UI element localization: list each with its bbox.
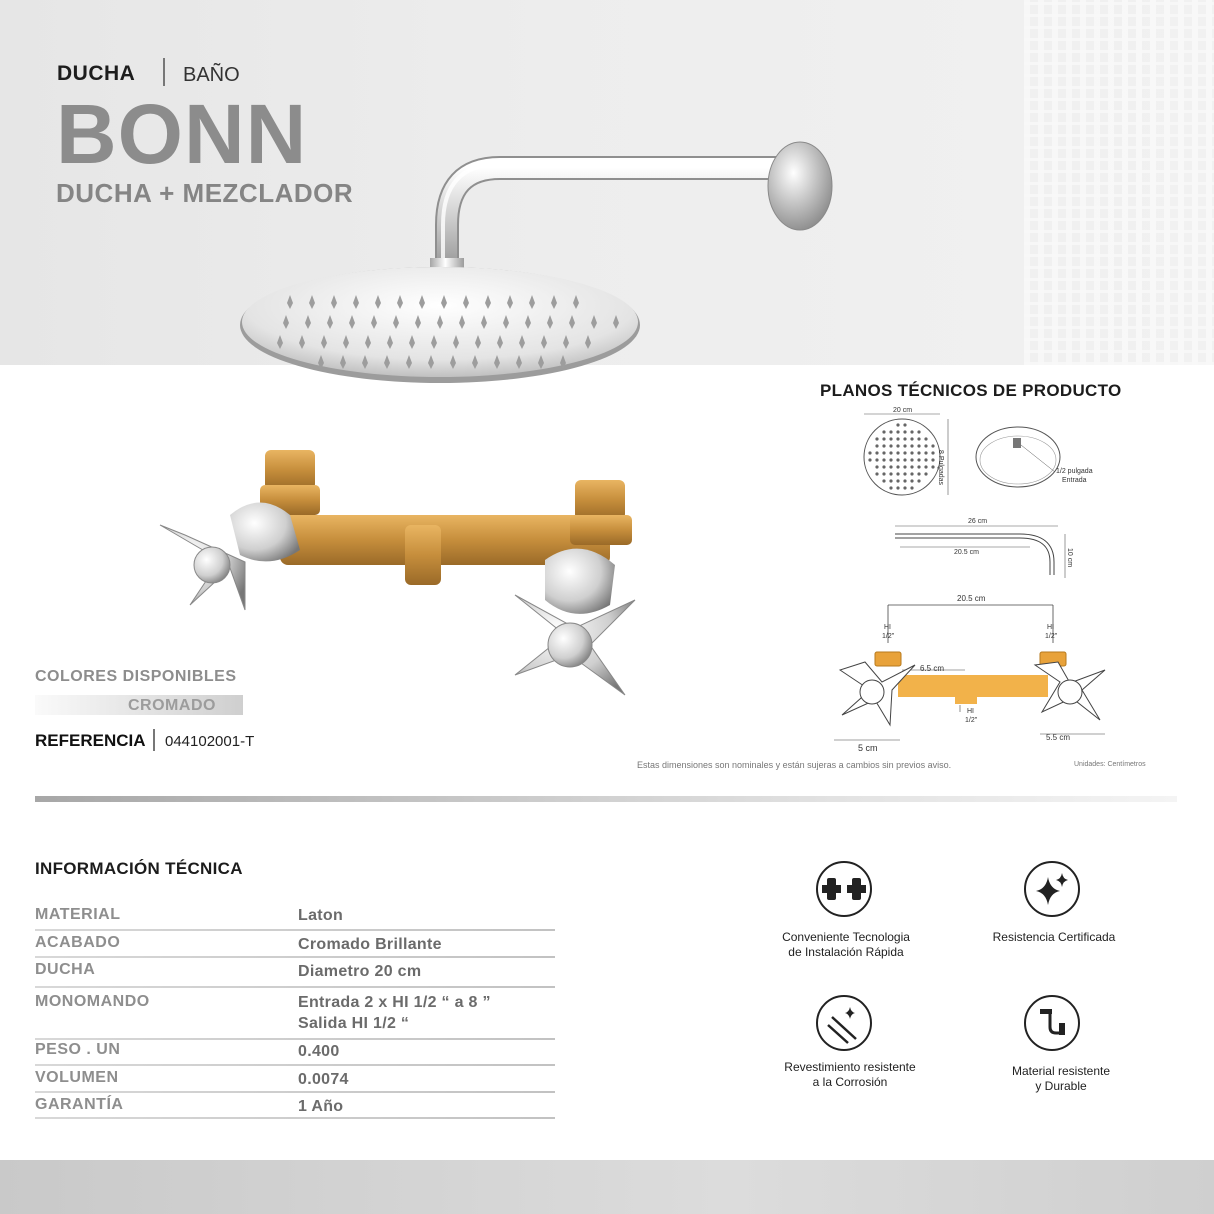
- nozzle-spike: [573, 295, 579, 309]
- feature-line: Resistencia Certificada: [992, 930, 1116, 944]
- nozzle-dot: [917, 458, 920, 461]
- nozzle-spike: [340, 355, 346, 369]
- nozzle-dot: [924, 458, 927, 461]
- nozzle-dot: [917, 437, 920, 440]
- nozzle-dot: [910, 437, 913, 440]
- feature-line: Conveniente Tecnologia: [782, 930, 910, 944]
- nozzle-spike: [441, 295, 447, 309]
- head-width-label: 20 cm: [893, 407, 913, 414]
- inlet-label: 1/2 pulgada: [1056, 468, 1093, 475]
- product-name: BONN: [56, 87, 308, 181]
- spec-value-monomando-entrada: Entrada 2 x HI 1/2 “ a 8 ”: [298, 994, 491, 1011]
- nozzle-dot: [889, 444, 892, 447]
- spec-label-material: MATERIAL: [35, 906, 121, 923]
- arm-inner-label: 20.5 cm: [954, 549, 979, 556]
- nozzle-spike: [450, 355, 456, 369]
- nozzle-spike: [321, 335, 327, 349]
- nozzle-spike: [485, 295, 491, 309]
- category-label: DUCHA: [57, 62, 136, 85]
- nozzle-dot: [903, 430, 906, 433]
- section-divider: [35, 796, 1177, 802]
- nozzle-spike: [507, 295, 513, 309]
- arm-height-label: 10 cm: [1066, 548, 1073, 568]
- nozzle-spike: [494, 355, 500, 369]
- nozzle-dot: [903, 423, 906, 426]
- nozzle-dot: [903, 479, 906, 482]
- reference-label: REFERENCIA: [35, 731, 146, 750]
- nozzle-dot: [882, 430, 885, 433]
- hi-right-size: 1/2": [1045, 633, 1058, 640]
- nozzle-spike: [409, 335, 415, 349]
- nozzle-dot: [889, 430, 892, 433]
- nozzle-dot: [931, 451, 934, 454]
- nozzle-spike: [481, 315, 487, 329]
- nozzle-dot: [910, 451, 913, 454]
- nozzle-spike: [365, 335, 371, 349]
- nozzle-spike: [287, 295, 293, 309]
- nozzle-dot: [917, 451, 920, 454]
- category-separator: [163, 58, 165, 86]
- nozzle-dot: [896, 479, 899, 482]
- nozzle-spike: [560, 355, 566, 369]
- nozzle-dot: [903, 486, 906, 489]
- spec-divider: [35, 956, 555, 958]
- hi-right-label: HI: [1047, 624, 1054, 631]
- nozzle-spike: [463, 295, 469, 309]
- nozzle-dot: [882, 444, 885, 447]
- nozzle-spike: [431, 335, 437, 349]
- feature-line: Revestimiento resistente: [784, 1060, 916, 1074]
- right-handle-label: 5.5 cm: [1046, 733, 1071, 742]
- nozzle-dot: [896, 430, 899, 433]
- color-option-label: CROMADO: [128, 697, 216, 714]
- nozzle-spike: [299, 335, 305, 349]
- feature-label-resistance: [959, 930, 1149, 945]
- nozzle-spike: [551, 295, 557, 309]
- nozzle-spike: [327, 315, 333, 329]
- inlet-sub-label: Entrada: [1062, 477, 1087, 484]
- spec-divider: [35, 929, 555, 931]
- plans-disclaimer: Estas dimensiones son nominales y están sujeras a cambios sin previos aviso.: [637, 760, 952, 770]
- nozzle-dot: [896, 444, 899, 447]
- spec-value-monomando-salida: Salida HI 1/2 “: [298, 1015, 410, 1032]
- nozzle-spike: [475, 335, 481, 349]
- nozzle-spike: [419, 295, 425, 309]
- reference-value: 044102001-T: [165, 733, 255, 750]
- spec-divider: [35, 1064, 555, 1066]
- nozzle-dot: [889, 486, 892, 489]
- nozzle-dot: [903, 451, 906, 454]
- nozzle-dot: [882, 472, 885, 475]
- footer-band: [0, 1160, 1214, 1214]
- spec-divider: [35, 1038, 555, 1040]
- nozzle-spike: [415, 315, 421, 329]
- nozzle-spike: [283, 315, 289, 329]
- hi-center-size: 1/2": [965, 717, 978, 724]
- nozzle-dot: [875, 465, 878, 468]
- arm-total-label: 26 cm: [968, 518, 988, 525]
- feature-label-quick-install: [751, 930, 941, 960]
- shower-nozzles: [260, 285, 620, 385]
- nozzle-spike: [309, 295, 315, 309]
- nozzle-spike: [406, 355, 412, 369]
- spec-label-ducha: DUCHA: [35, 961, 96, 978]
- nozzle-spike: [453, 335, 459, 349]
- nozzle-dot: [889, 472, 892, 475]
- nozzle-spike: [591, 315, 597, 329]
- nozzle-spike: [472, 355, 478, 369]
- spec-label-volumen: VOLUMEN: [35, 1069, 119, 1086]
- nozzle-dot: [889, 479, 892, 482]
- nozzle-spike: [525, 315, 531, 329]
- nozzle-spike: [519, 335, 525, 349]
- nozzle-dot: [917, 479, 920, 482]
- spec-label-acabado: ACABADO: [35, 934, 121, 951]
- hi-left-label: HI: [884, 624, 891, 631]
- nozzle-spike: [437, 315, 443, 329]
- nozzle-dot: [910, 458, 913, 461]
- feature-label-durable: [966, 1064, 1156, 1094]
- nozzle-dot: [889, 458, 892, 461]
- anti-corrosion-icon: [816, 995, 872, 1051]
- nozzle-dot: [917, 430, 920, 433]
- nozzle-dot: [875, 451, 878, 454]
- hi-center-label: HI: [967, 708, 974, 715]
- nozzle-dot: [903, 437, 906, 440]
- plans-units: Unidades: Centímetros: [1074, 761, 1146, 768]
- pipe-icon: [1024, 995, 1080, 1051]
- nozzle-dot: [896, 423, 899, 426]
- nozzle-dot: [882, 479, 885, 482]
- spec-divider: [35, 986, 555, 988]
- nozzle-spike: [353, 295, 359, 309]
- nozzle-spike: [277, 335, 283, 349]
- nozzle-dot: [931, 458, 934, 461]
- center-offset-label: 6.5 cm: [920, 664, 945, 673]
- tech-info-title: INFORMACIÓN TÉCNICA: [35, 859, 243, 878]
- feature-line: de Instalación Rápida: [788, 945, 904, 959]
- subcategory-label: BAÑO: [183, 64, 240, 86]
- nozzle-dot: [924, 437, 927, 440]
- spec-label-monomando: MONOMANDO: [35, 993, 150, 1010]
- nozzle-dot: [882, 451, 885, 454]
- spec-divider: [35, 1117, 555, 1119]
- spec-value-volumen: 0.0074: [298, 1071, 349, 1088]
- nozzle-dot: [924, 465, 927, 468]
- sparkle-icon: [1024, 861, 1080, 917]
- spec-value-garantia: 1 Año: [298, 1098, 344, 1115]
- nozzle-dot: [896, 458, 899, 461]
- nozzle-spike: [613, 315, 619, 329]
- nozzle-dot: [896, 486, 899, 489]
- nozzle-spike: [384, 355, 390, 369]
- nozzle-dot: [868, 451, 871, 454]
- nozzle-dot: [889, 465, 892, 468]
- nozzle-dot: [875, 472, 878, 475]
- nozzle-spike: [362, 355, 368, 369]
- nozzle-dot: [882, 437, 885, 440]
- nozzle-spike: [343, 335, 349, 349]
- nozzle-spike: [529, 295, 535, 309]
- hi-left-size: 1/2": [882, 633, 895, 640]
- nozzle-dot: [910, 472, 913, 475]
- colors-title: COLORES DISPONIBLES: [35, 668, 237, 685]
- nozzle-spike: [563, 335, 569, 349]
- feature-line: Material resistente: [1011, 1064, 1111, 1078]
- nozzle-dot: [910, 444, 913, 447]
- nozzle-spike: [393, 315, 399, 329]
- spec-value-acabado: Cromado Brillante: [298, 936, 442, 953]
- product-tagline: DUCHA + MEZCLADOR: [56, 178, 354, 208]
- nozzle-dot: [896, 437, 899, 440]
- nozzle-dot: [896, 472, 899, 475]
- spec-value-peso: 0.400: [298, 1043, 340, 1060]
- nozzle-dot: [924, 451, 927, 454]
- tile-pattern: [1024, 0, 1214, 365]
- spec-divider: [35, 1091, 555, 1093]
- nozzle-spike: [516, 355, 522, 369]
- nozzle-spike: [547, 315, 553, 329]
- plans-title: PLANOS TÉCNICOS DE PRODUCTO: [820, 381, 1122, 400]
- nozzle-dot: [875, 444, 878, 447]
- feature-line: y Durable: [1035, 1079, 1087, 1093]
- nozzle-dot: [917, 465, 920, 468]
- nozzle-dot: [910, 430, 913, 433]
- feature-line: a la Corrosión: [812, 1075, 888, 1089]
- nozzle-spike: [569, 315, 575, 329]
- nozzle-dot: [910, 465, 913, 468]
- nozzle-dot: [910, 479, 913, 482]
- nozzle-spike: [541, 335, 547, 349]
- left-handle-label: 5 cm: [858, 743, 878, 753]
- nozzle-spike: [497, 335, 503, 349]
- spec-label-garantia: GARANTÍA: [35, 1096, 124, 1113]
- quick-install-icon: [816, 861, 872, 917]
- feature-label-corrosion: [755, 1060, 945, 1090]
- nozzle-dot: [917, 472, 920, 475]
- nozzle-spike: [503, 315, 509, 329]
- nozzle-dot: [903, 472, 906, 475]
- nozzle-dot: [882, 465, 885, 468]
- nozzle-spike: [397, 295, 403, 309]
- reference-separator: [153, 729, 155, 751]
- nozzle-dot: [931, 465, 934, 468]
- head-height-label: 8 Pulgadas: [937, 450, 944, 486]
- nozzle-spike: [371, 315, 377, 329]
- nozzle-spike: [459, 315, 465, 329]
- nozzle-dot: [903, 458, 906, 461]
- nozzle-dot: [882, 458, 885, 461]
- spec-value-material: Laton: [298, 907, 344, 924]
- nozzle-spike: [387, 335, 393, 349]
- nozzle-spike: [538, 355, 544, 369]
- nozzle-dot: [896, 451, 899, 454]
- nozzle-dot: [875, 458, 878, 461]
- mixer-span-label: 20.5 cm: [957, 594, 986, 603]
- nozzle-dot: [889, 451, 892, 454]
- nozzle-dot: [889, 437, 892, 440]
- nozzle-dot: [910, 486, 913, 489]
- nozzle-dot: [875, 437, 878, 440]
- nozzle-dot: [903, 465, 906, 468]
- spec-value-ducha: Diametro 20 cm: [298, 963, 422, 980]
- nozzle-dot: [924, 444, 927, 447]
- nozzle-spike: [349, 315, 355, 329]
- technical-drawings: [820, 400, 1180, 760]
- nozzle-dot: [931, 444, 934, 447]
- nozzle-dot: [917, 444, 920, 447]
- nozzle-spike: [318, 355, 324, 369]
- nozzle-spike: [428, 355, 434, 369]
- nozzle-spike: [375, 295, 381, 309]
- nozzle-dot: [924, 472, 927, 475]
- nozzle-spike: [331, 295, 337, 309]
- nozzle-dot: [896, 465, 899, 468]
- nozzle-dot: [868, 458, 871, 461]
- nozzle-spike: [305, 315, 311, 329]
- nozzle-dot: [903, 444, 906, 447]
- nozzle-spike: [585, 335, 591, 349]
- spec-label-peso: PESO . UN: [35, 1041, 121, 1058]
